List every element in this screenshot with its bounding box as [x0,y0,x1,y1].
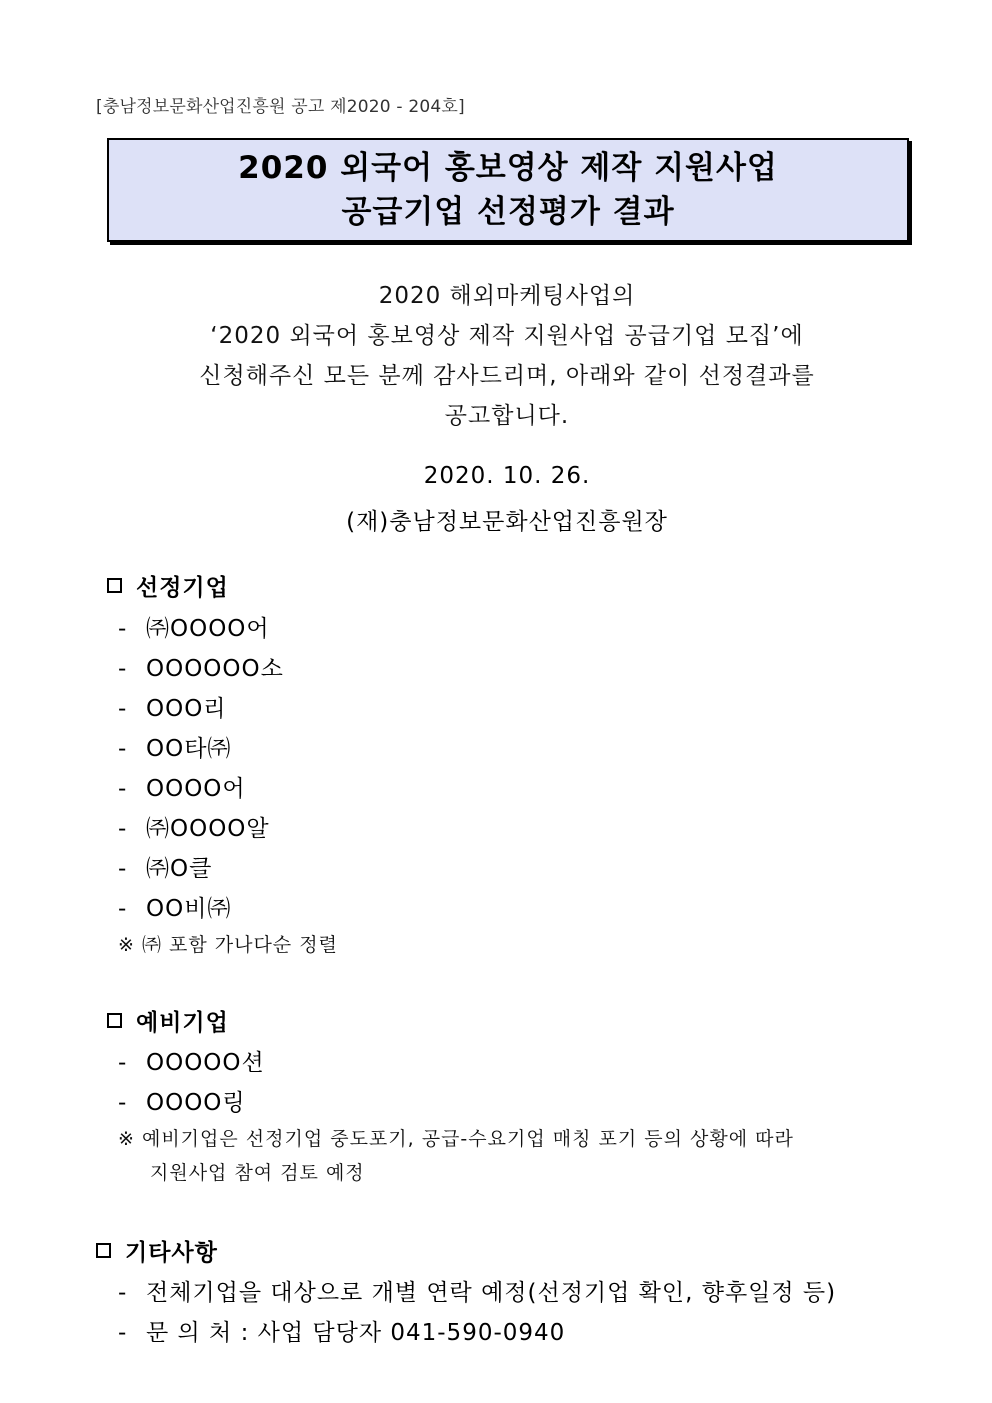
other-heading-label: 기타사항 [125,1240,218,1266]
list-item: - OO비㈜ [118,896,232,922]
list-item: - OOOOOO소 [118,656,284,682]
organization-name: (재)충남정보문화산업진흥원장 [346,509,668,535]
reserve-heading [107,1004,229,1037]
list-item: - OOOOO션 [118,1050,265,1076]
checkbox-square-icon [96,1243,111,1258]
notice-date: 2020. 10. 26. [423,463,591,489]
intro-line: ‘2020 외국어 홍보영상 제작 지원사업 공급기업 모집’에 [210,323,804,349]
list-item: - 전체기업을 대상으로 개별 연락 예정(선정기업 확인, 향후일정 등) [118,1280,837,1306]
notice-number: [충남정보문화산업진흥원 공고 제2020 - 204호] [96,97,465,117]
list-item: - OOOO어 [118,776,246,802]
reserve-note-line-2: 지원사업 참여 검토 예정 [150,1162,365,1184]
list-item: - OOO리 [118,696,227,722]
intro-paragraph [107,276,907,436]
list-item: - 문 의 처 : 사업 담당자 041-590-0940 [118,1320,566,1346]
title-line-2: 공급기업 선정평가 결과 [341,194,675,230]
intro-line: 2020 해외마케팅사업의 [378,283,636,309]
list-item: - ㈜O클 [118,856,213,882]
selected-heading [107,569,229,602]
reserve-heading-label: 예비기업 [136,1010,229,1036]
checkbox-square-icon [107,1013,122,1028]
title-line-1: 2020 외국어 홍보영상 제작 지원사업 [238,150,778,186]
list-item: - OO타㈜ [118,736,232,762]
list-item: - ㈜OOOO어 [118,616,270,642]
title-box [107,138,909,242]
selected-note: ※ ㈜ 포함 가나다순 정렬 [118,934,338,956]
intro-line: 공고합니다. [444,403,570,429]
list-item: - ㈜OOOO알 [118,816,270,842]
checkbox-square-icon [107,578,122,593]
other-heading [96,1234,218,1267]
reserve-note-line-1: ※ 예비기업은 선정기업 중도포기, 공급-수요기업 매칭 포기 등의 상황에 따라 [118,1128,794,1150]
selected-heading-label: 선정기업 [136,575,229,601]
intro-line: 신청해주신 모든 분께 감사드리며, 아래와 같이 선정결과를 [199,363,815,389]
list-item: - OOOO링 [118,1090,246,1116]
